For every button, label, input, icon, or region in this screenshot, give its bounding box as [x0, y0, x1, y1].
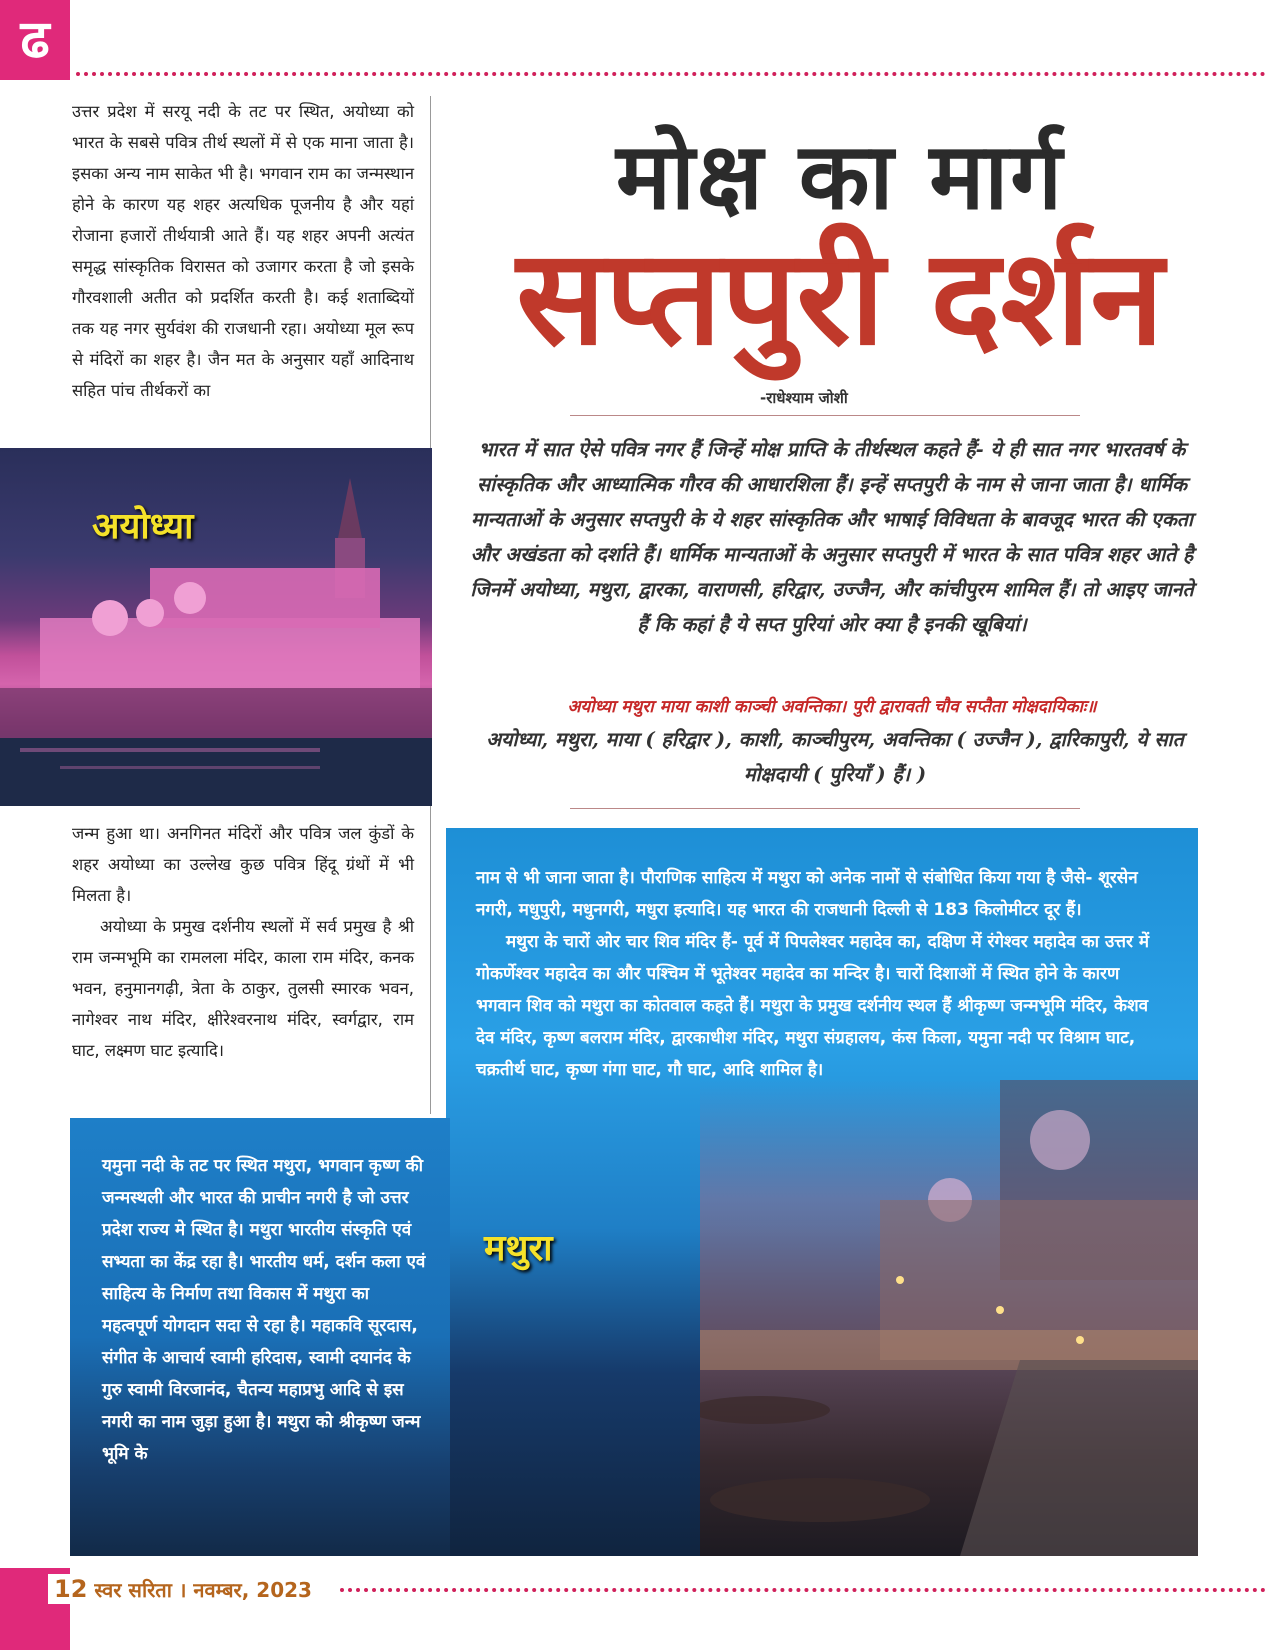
mathura-text-left: यमुना नदी के तट पर स्थित मथुरा, भगवान कृष्ण की जन्मस्थली और भारत की प्राचीन नगरी है जो उत्तर प्रदेश राज्य मे स्थित है। मथुरा भारतीय संस्कृति एवं सभ्यता का केंद्र रहा है। भारतीय धर्म, दर्शन कला एवं साहित्य के निर्माण तथा विकास में मथुरा का महत्वपूर्ण योगदान सदा से रहा है। महाकवि सूरदास, संगीत के आचार्य स्वामी हरिदास, स्वामी दयानंद के गुरु स्वामी विरजानंद, चैतन्य महाप्रभु आदि से इस नगरी का नाम जुड़ा हुआ है। मथुरा को श्रीकृष्ण जन्म भूमि के	[102, 1156, 426, 1464]
author-byline: -राधेश्याम जोशी	[760, 389, 848, 407]
intro-bottom-rule	[570, 808, 1080, 809]
title-line-1: मोक्ष का मार्ग	[616, 123, 1064, 230]
issue-date: नवम्बर, 2023	[193, 1578, 312, 1602]
header-dotted-rule	[76, 72, 1266, 76]
mathura-ghat-photo	[700, 1080, 1198, 1556]
footer-dotted-rule	[340, 1588, 1266, 1592]
intro-paragraph: भारत में सात ऐसे पवित्र नगर हैं जिन्हें मोक्ष प्राप्ति के तीर्थस्थल कहते हैं- ये ही सात नगर भारतवर्ष के सांस्कृतिक और आध्यात्मिक गौरव की आधारशिला हैं। इन्हें सप्तपुरी के नाम से जाना जाता है। धार्मिक मान्यताओं के अनुसार सप्तपुरी के ये शहर सांस्कृतिक और भाषाई विविधता के बावजूद भारत की एकता और अखंडता को दर्शाते हैं। धार्मिक मान्यताओं के अनुसार सप्तपुरी में भारत के सात पवित्र शहर आते है जिनमें अयोध्या, मथुरा, द्वारका, वाराणसी, हरिद्वार, उज्जैन, और कांचीपुरम शामिल हैं। तो आइए जानते हैं कि कहां है ये सप्त पुरियां ओर क्या है इनकी खूबियां।	[470, 438, 1194, 636]
magazine-logo: ढ	[0, 0, 70, 80]
mathura-text-right	[476, 862, 1166, 1086]
footer-separator: ।	[178, 1578, 187, 1602]
title-line-2: सप्तपुरी दर्शन	[516, 221, 1164, 375]
mathura-paragraph-2: मथुरा के चारों ओर चार शिव मंदिर हैं- पूर्व में पिपलेश्वर महादेव का, दक्षिण में रंगेश्वर महादेव का उत्तर में गोकर्णेश्वर महादेव का और पश्चिम में भूतेश्वर महादेव का मन्दिर है। चारों दिशाओं में स्थित होने के कारण भगवान शिव को मथुरा का कोतवाल कहते हैं। मथुरा के प्रमुख दर्शनीय स्थल हैं श्रीकृष्ण जन्मभूमि मंदिर, केशव देव मंदिर, कृष्ण बलराम मंदिर, द्वारकाधीश मंदिर, मथुरा संग्रहालय, कंस किला, यमुना नदी पर विश्राम घाट, चक्रतीर्थ घाट, कृष्ण गंगा घाट, गौ घाट, आदि शामिल है।	[476, 932, 1150, 1080]
ayodhya-ghat-illustration	[0, 448, 432, 806]
ayodhya-text-top: उत्तर प्रदेश में सरयू नदी के तट पर स्थित, अयोध्या को भारत के सबसे पवित्र तीर्थ स्थलों में से एक माना जाता है। इसका अन्य नाम साकेत भी है। भगवान राम का जन्मस्थान होने के कारण यह शहर अत्यधिक पूजनीय है और यहां रोजाना हजारों तीर्थयात्री आते हैं। यह शहर अपनी अत्यंत समृद्ध सांस्कृतिक विरासत को उजागर करता है जो इसके गौरवशाली अतीत को प्रदर्शित करती है। कई शताब्दियों तक यह नगर सुर्यवंश की राजधानी रहा। अयोध्या मूल रूप से मंदिरों का शहर है। जैन मत के अनुसार यहाँ आदिनाथ सहित पांच तीर्थकरों का	[72, 102, 414, 400]
ayodhya-label: अयोध्या	[92, 506, 194, 547]
magazine-name: स्वर सरिता	[94, 1578, 172, 1602]
page-number: 12	[54, 1575, 88, 1603]
mathura-paragraph-1: नाम से भी जाना जाता है। पौराणिक साहित्य में मथुरा को अनेक नामों से संबोधित किया गया है जैसे- शूरसेन नगरी, मधुपुरी, मधुनगरी, मधुरा इत्यादि। यह भारत की राजधानी दिल्ली से 183 किलोमीटर दूर हैं।	[476, 868, 1138, 920]
ayodhya-paragraph-1: जन्म हुआ था। अनगिनत मंदिरों और पवित्र जल कुंडों के शहर अयोध्या का उल्लेख कुछ पवित्र हिंदू ग्रंथों में भी मिलता है।	[72, 824, 414, 905]
mathura-label: मथुरा	[484, 1228, 553, 1269]
intro-top-rule	[570, 415, 1080, 416]
shloka-translation: अयोध्या, मथुरा, माया ( हरिद्वार ), काशी, काञ्चीपुरम, अवन्तिका ( उज्जैन ), द्वारिकापुरी, ये सात मोक्षदायी ( पुरियाँ ) हैं। )	[486, 728, 1184, 786]
mathura-ghat-illustration	[700, 1080, 1198, 1556]
ayodhya-text-mid	[72, 818, 414, 1066]
sanskrit-shloka: अयोध्या मथुरा माया काशी काञ्ची अवन्तिका। पुरी द्वारावती चौव सप्तैता मोक्षदायिकाः॥	[567, 697, 1097, 717]
page-footer	[48, 1574, 318, 1604]
ayodhya-photo	[0, 448, 432, 806]
ayodhya-paragraph-2: अयोध्या के प्रमुख दर्शनीय स्थलों में सर्व प्रमुख है श्री राम जन्मभूमि का रामलला मंदिर, काला राम मंदिर, कनक भवन, हनुमानगढ़ी, त्रेता के ठाकुर, तुलसी स्मारक भवन, नागेश्वर नाथ मंदिर, क्षीरेश्वरनाथ मंदिर, स्वर्गद्वार, राम घाट, लक्ष्मण घाट इत्यादि।	[72, 917, 414, 1060]
